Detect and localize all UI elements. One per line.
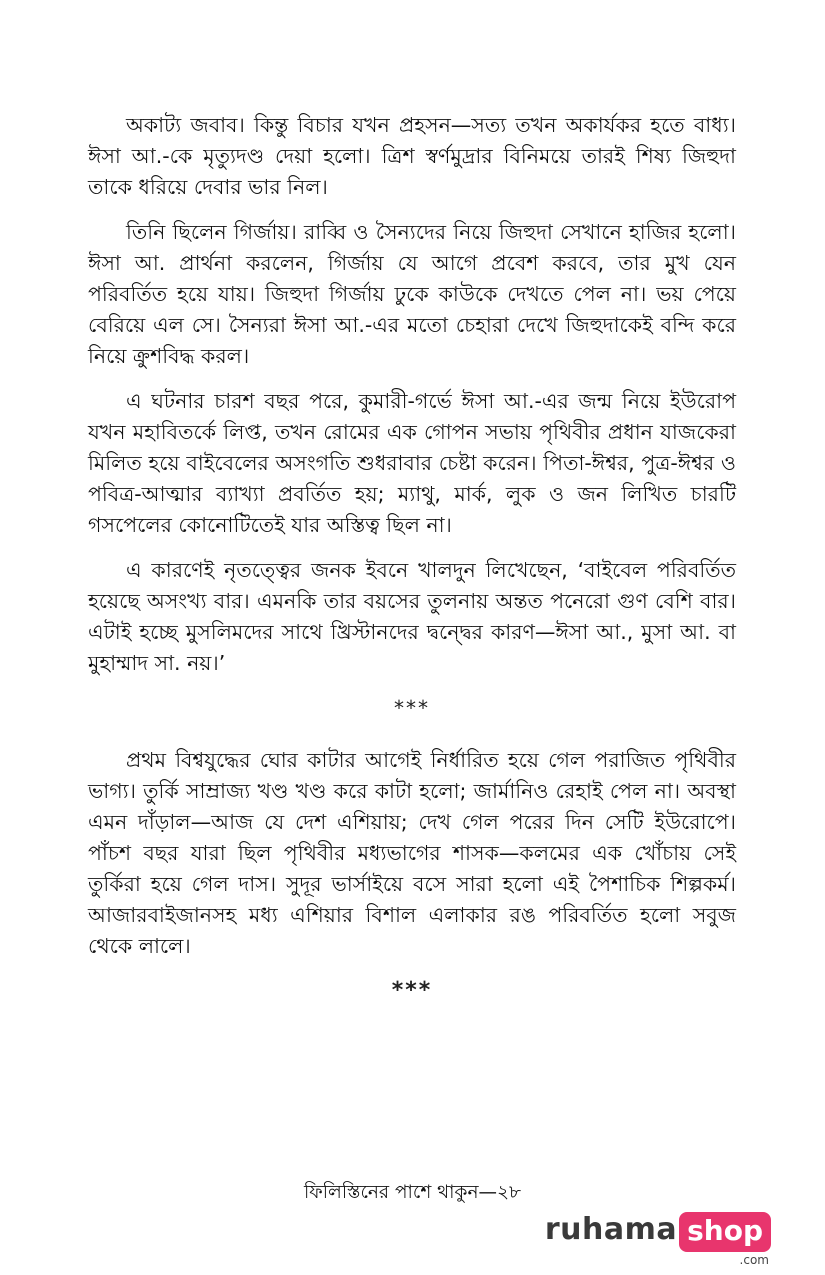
logo-shop-block: [679, 1212, 771, 1267]
ruhamashop-logo: [545, 1212, 771, 1267]
paragraph-5: প্রথম বিশ্বযুদ্ধের ঘোর কাটার আগেই নির্ধারিত হয়ে গেল পরাজিত পৃথিবীর ভাগ্য। তুর্কি সাম্রাজ্য খণ্ড খণ্ড করে কাটা হলো; জার্মানিও রেহাই পেল না। অবস্থা এমন দাঁড়াল—আজ যে দেশ এশিয়ায়; দেখ গেল পরের দিন সেটি ইউরোপে। পাঁচশ বছর যারা ছিল পৃথিবীর মধ্যভাগের শাসক—কলমের এক খোঁচায় সেই তুর্কিরা হয়ে গেল দাস। সুদূর ভার্সাইয়ে বসে সারা হলো এই পৈশাচিক শিল্পকর্ম। আজারবাইজানসহ মধ্য এশিয়ার বিশাল এলাকার রঙ পরিবর্তিত হলো সবুজ থেকে লালে।: [88, 748, 736, 958]
page-body: [88, 110, 736, 1028]
paragraph-1: অকাট্য জবাব। কিন্তু বিচার যখন প্রহসন—সত্য তখন অকার্যকর হতে বাধ্য। ঈসা আ.-কে মৃত্যুদণ্ড দেয়া হলো। ত্রিশ স্বর্ণমুদ্রার বিনিময়ে তারই শিষ্য জিহুদা তাকে ধরিয়ে দেবার ভার নিল।: [88, 113, 736, 199]
logo-domain: .com: [739, 1253, 769, 1267]
paragraph-4: এ কারণেই নৃতত্ত্বের জনক ইবনে খালদুন লিখেছেন, ‘বাইবেল পরিবর্তিত হয়েছে অসংখ্য বার। এমনকি তার বয়সের তুলনায় অন্তত পনেরো গুণ বেশি বার। এটাই হচ্ছে মুসলিমদের সাথে খ্রিস্টানদের দ্বন্দ্বের কারণ—ঈসা আ., মুসা আ. বা মুহাম্মাদ সা. নয়।’: [88, 558, 736, 675]
paragraph-3: এ ঘটনার চারশ বছর পরে, কুমারী-গর্ভে ঈসা আ.-এর জন্ম নিয়ে ইউরোপ যখন মহাবিতর্কে লিপ্ত, তখন রোমের এক গোপন সভায় পৃথিবীর প্রধান যাজকেরা মিলিত হয়ে বাইবেলের অসংগতি শুধরাবার চেষ্টা করেন। পিতা-ঈশ্বর, পুত্র-ঈশ্বর ও পবিত্র-আত্মার ব্যাখ্যা প্রবর্তিত হয়; ম্যাথু, মার্ক, লুক ও জন লিখিত চারটি গসপেলের কোনোটিতেই যার অস্তিত্ব ছিল না।: [88, 389, 736, 537]
section-separator: ***: [394, 696, 430, 720]
paragraph-2: তিনি ছিলেন গির্জায়। রাব্বি ও সৈন্যদের নিয়ে জিহুদা সেখানে হাজির হলো। ঈসা আ. প্রার্থনা করলেন, গির্জায় যে আগে প্রবেশ করবে, তার মুখ যেন পরিবর্তিত হয়ে যায়। জিহুদা গির্জায় ঢুকে কাউকে দেখতে পেল না। ভয় পেয়ে বেরিয়ে এল সে। সৈন্যরা ঈসা আ.-এর মতো চেহারা দেখে জিহুদাকেই বন্দি করে নিয়ে ক্রুশবিদ্ধ করল।: [88, 220, 736, 368]
page-footer: ফিলিস্তিনের পাশে থাকুন—২৮: [303, 1182, 522, 1203]
logo-shop-badge: shop: [679, 1212, 771, 1252]
section-separator-end: ***: [391, 978, 433, 1003]
logo-wordmark: ruhama: [544, 1212, 678, 1247]
